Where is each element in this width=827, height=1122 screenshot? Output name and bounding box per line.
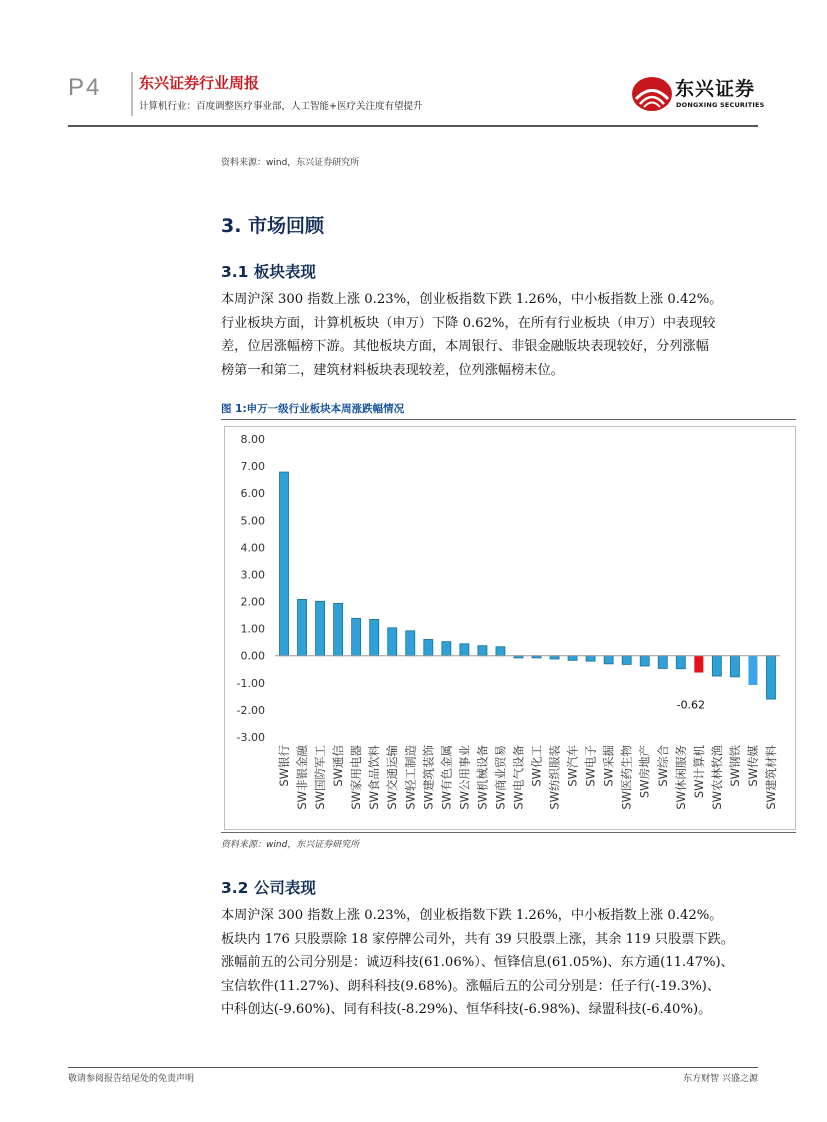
x-tick-label: SW商业贸易 [493,745,508,810]
logo-text: 东兴证券 [675,78,756,100]
x-tick-label: SW汽车 [565,745,580,787]
x-tick-label: SW国防军工 [313,745,328,810]
bar-SW医药生物 [622,656,631,665]
x-tick-label: SW电子 [583,745,598,787]
paragraph-line: 板块内 176 只股票除 18 家停牌公司外，共有 39 只股票上涨，其余 119 只股票下跌。 [221,931,735,947]
y-tick-label: 6.00 [240,487,265,501]
paragraph-line: 榜第一和第二，建筑材料板块表现较差，位列涨幅榜末位。 [221,362,564,378]
bar-SW银行 [280,472,289,656]
x-tick-label: SW非银金融 [295,745,310,810]
x-tick-label: SW医药生物 [619,745,634,810]
bar-SW建筑装饰 [424,639,433,655]
x-tick-label: SW综合 [655,745,670,787]
header-rule [68,125,758,127]
bar-SW汽车 [568,656,577,661]
x-tick-label: SW农林牧渔 [709,745,724,810]
bar-SW休闲服务 [676,656,685,669]
y-tick-label: 7.00 [240,460,265,474]
section-heading: 3. 市场回顾 [221,215,325,237]
x-tick-label: SW机械设备 [475,745,490,810]
report-subtitle: 计算机行业：百度调整医疗事业部，人工智能+医疗关注度有望提升 [139,101,423,112]
y-tick-label: 5.00 [240,514,265,528]
bar-SW采掘 [604,656,613,664]
y-tick-label: 0.00 [240,649,265,663]
x-tick-label: SW电气设备 [511,745,526,810]
y-tick-label: 8.00 [240,433,265,446]
data-label-highlight: -0.62 [676,698,706,712]
bar-SW农林牧渔 [712,656,721,676]
x-tick-label: SW轻工制造 [403,745,418,810]
x-tick-label: SW钢铁 [727,745,742,787]
sector-change-bar-chart [225,427,795,829]
sector-paragraph [221,288,767,382]
report-title: 东兴证券行业周报 [139,74,260,92]
x-tick-label: SW房地产 [637,745,652,799]
figure-bottom-rule [221,832,796,833]
paragraph-line: 本周沪深 300 指数上涨 0.23%，创业板指数下跌 1.26%，中小板指数上涨 0.42%。 [221,292,723,307]
paragraph-line: 行业板块方面，计算机板块（申万）下降 0.62%，在所有行业板块（申万）中表现较 [221,315,716,331]
x-tick-label: SW通信 [331,745,346,787]
figure-title: 图 1:申万一级行业板块本周涨跌幅情况 [221,403,405,415]
bar-SW通信 [334,603,343,655]
chart-frame [224,426,796,830]
bar-SW机械设备 [478,646,487,656]
paragraph-line: 本周沪深 300 指数上涨 0.23%，创业板指数下跌 1.26%，中小板指数上涨 0.42%。 [221,908,723,923]
x-tick-label: SW家用电器 [349,745,364,810]
x-tick-label: SW休闲服务 [673,745,688,810]
bar-SW电子 [586,656,595,661]
footer-disclaimer: 敬请参阅报告结尾处的免责声明 [68,1074,195,1084]
y-tick-label: 3.00 [240,568,265,582]
x-tick-label: SW公用事业 [457,745,472,810]
x-tick-label: SW化工 [529,745,544,787]
subsection-heading-sector: 3.1 板块表现 [221,263,316,281]
x-tick-label: SW计算机 [691,745,706,799]
bar-SW国防军工 [316,601,325,655]
x-tick-label: SW传媒 [745,745,760,787]
bar-SW综合 [658,656,667,669]
bar-SW交通运输 [388,628,397,656]
x-tick-label: SW建筑装饰 [421,745,436,810]
company-paragraph [221,904,767,1022]
bar-SW有色金属 [442,642,451,656]
bar-SW轻工制造 [406,631,415,656]
x-tick-label: SW纺织服装 [547,745,562,810]
source-note-figure: 资料来源：wind，东兴证券研究所 [221,840,360,850]
bar-SW建筑材料 [766,656,775,699]
y-tick-label: -3.00 [236,731,265,744]
bar-SW家用电器 [352,618,361,655]
paragraph-line: 中科创达(-9.60%)、同有科技(-8.29%)、恒华科技(-6.98%)、绿盟科技(-6.40%)。 [221,1002,712,1017]
bar-SW钢铁 [730,656,739,677]
figure-top-rule [221,419,796,420]
y-tick-label: 4.00 [240,541,265,555]
paragraph-line: 差，位居涨幅榜下游。其他板块方面，本周银行、非银金融版块表现较好，分列涨幅 [221,339,709,354]
paragraph-line: 宝信软件(11.27%)、朗科科技(9.68%)。涨幅后五的公司分别是：任子行(-19.3%)、 [221,978,721,994]
x-tick-label: SW采掘 [601,745,616,787]
paragraph-line: 涨幅前五的公司分别是：诚迈科技(61.06%）、恒锋信息(61.05%)、东方通(11.47%)、 [221,955,734,970]
logo-english-text: DONGXING SECURITIES [676,101,765,109]
x-tick-label: SW银行 [277,745,292,787]
bar-SW房地产 [640,656,649,666]
x-tick-label: SW交通运输 [385,745,400,810]
x-tick-label: SW建筑材料 [763,745,778,810]
header-divider [131,72,133,116]
y-tick-label: 2.00 [240,595,265,609]
bar-SW非银金融 [298,599,307,655]
page-number: P4 [68,74,102,101]
footer-rule [68,1067,758,1068]
x-tick-label: SW有色金属 [439,745,454,810]
bar-SW传媒 [748,656,757,685]
bar-SW计算机 [694,656,703,673]
y-tick-label: -1.00 [236,676,265,690]
y-tick-label: 1.00 [240,622,265,636]
bar-SW商业贸易 [496,647,505,656]
footer-slogan: 东方财智 兴盛之源 [683,1074,758,1084]
y-tick-label: -2.00 [236,703,265,717]
bar-SW公用事业 [460,644,469,656]
x-tick-label: SW食品饮料 [367,745,382,810]
bar-SW食品饮料 [370,619,379,655]
subsection-heading-company: 3.2 公司表现 [221,879,316,897]
source-note-top: 资料来源：wind，东兴证券研究所 [221,158,360,168]
